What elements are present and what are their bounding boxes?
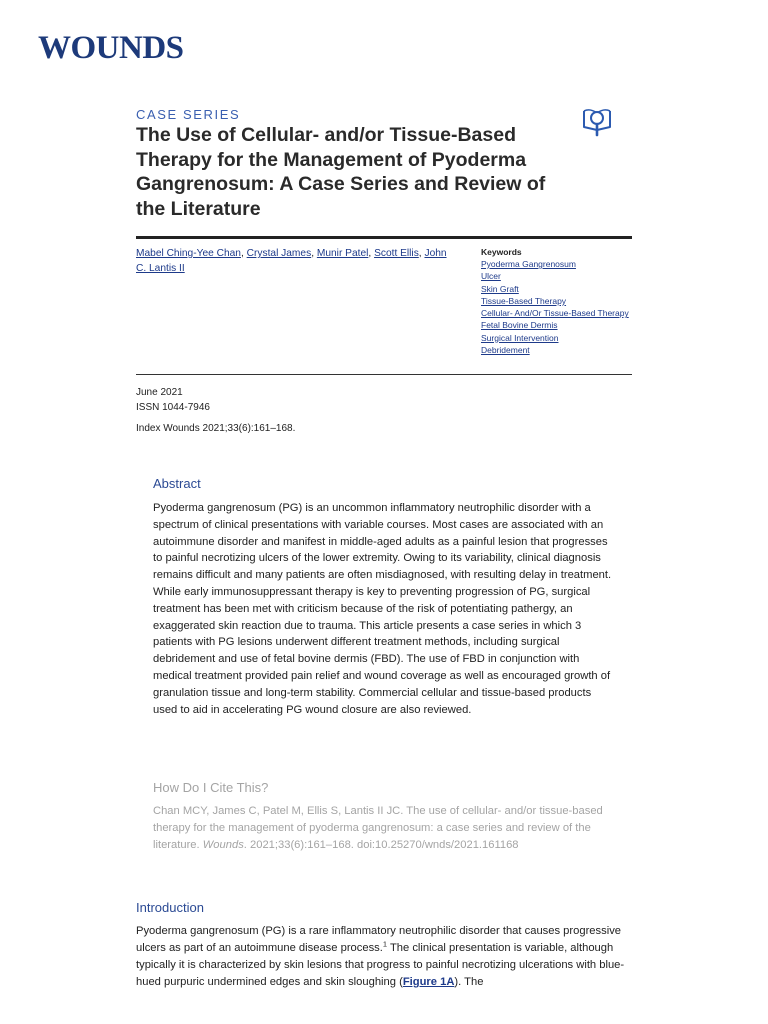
abstract-heading: Abstract [153, 476, 201, 491]
issn: ISSN 1044-7946 [136, 402, 210, 413]
introduction-text [136, 923, 632, 991]
citation-volume-doi: . 2021;33(6):161–168. doi:10.25270/wnds/2021.161168 [243, 838, 519, 851]
reference-marker[interactable]: 1 [382, 939, 388, 949]
author-separator: , [418, 248, 425, 259]
publication-date: June 2021 [136, 387, 183, 398]
author-separator: , [240, 248, 247, 259]
citation-text [153, 803, 623, 853]
metadata-divider [136, 374, 632, 375]
keywords-heading: Keywords [481, 247, 522, 257]
keyword-list [481, 258, 631, 356]
section-label: CASE SERIES [136, 107, 241, 122]
keyword-link[interactable]: Surgical Intervention [481, 332, 559, 343]
author-list [136, 246, 456, 276]
author-link[interactable]: Mabel Ching-Yee Chan [136, 248, 241, 259]
keyword-link[interactable]: Tissue-Based Therapy [481, 295, 567, 306]
magnifier-on-open-book-icon [581, 103, 613, 137]
author-link[interactable]: Crystal James [246, 248, 312, 259]
abstract-text: Pyoderma gangrenosum (PG) is an uncommon inflammatory neutrophilic disorder with a spectrum of clinical presentations with variable courses. Most cases are associated with an autoimmune disorder and manifest in middle-aged adults as a painful lesion that progresses to painful necrotizing ulcers of the lower extremity. Owing to its variability, clinical diagnosis remains difficult and many patients are often misdiagnosed, with resulting delay in treatment. While early immunosuppressant therapy is key to preventing progression of PG, surgical treatment has been met with criticism because of the risk of potentiating pathergy, an exaggerated skin reaction due to trauma. This article presents a case series in which 3 patients with PG lesions underwent different treatment methods, including surgical debridement and use of fetal bovine dermis (FBD). The use of FBD in conjunction with medical treatment provided pain relief and wound coverage as well as encouraged growth of granulation tissue and long-term stability. Commercial cellular and tissue-based products used to aid in accelerating PG wound closure are also reviewed. [153, 502, 612, 716]
keywords-panel [481, 246, 631, 356]
keyword-link[interactable]: Debridement [481, 345, 530, 356]
citation-authors-title: Chan MCY, James C, Patel M, Ellis S, Lantis II JC. The use of cellular- and/or tissue-based therapy for the management of pyoderma gangrenosum: a case series and review of the literature. [153, 805, 603, 851]
keyword-link[interactable]: Fetal Bovine Dermis [481, 320, 558, 331]
author-link[interactable]: Scott Ellis [374, 248, 419, 259]
author-separator: , [368, 248, 375, 259]
keyword-link[interactable]: Ulcer [481, 271, 501, 282]
citation-heading: How Do I Cite This? [153, 780, 269, 795]
author-link[interactable]: Munir Patel [316, 248, 369, 259]
journal-logo[interactable]: WOUNDS [38, 30, 184, 66]
title-divider [136, 236, 632, 239]
intro-sentence: Pyoderma gangrenosum (PG) is a rare inflammatory neutrophilic disorder that causes progressive ulcers as part of an autoimmune disease process. [136, 925, 622, 954]
keyword-link[interactable]: Skin Graft [481, 283, 519, 294]
index-citation: Index Wounds 2021;33(6):161–168. [136, 423, 296, 434]
citation-journal: Wounds [202, 838, 244, 851]
keyword-link[interactable]: Cellular- And/Or Tissue-Based Therapy [481, 308, 629, 319]
intro-sentence: The clinical presentation is variable, although typically it is characterized by skin lesions that progress to painful necrotizing ulcerations with blue-hued purpuric undermined edges and skin sloughing ( [136, 942, 625, 988]
introduction-heading: Introduction [136, 900, 204, 915]
author-separator: , [311, 248, 317, 259]
figure-link[interactable]: Figure 1A [402, 976, 455, 988]
keyword-link[interactable]: Pyoderma Gangrenosum [481, 259, 576, 269]
intro-sentence: ). The [454, 976, 484, 988]
article-title: The Use of Cellular- and/or Tissue-Based Therapy for the Management of Pyoderma Gangrenosum: A Case Series and Review of the Literature [136, 124, 546, 220]
author-link[interactable]: John C. Lantis II [136, 248, 447, 274]
